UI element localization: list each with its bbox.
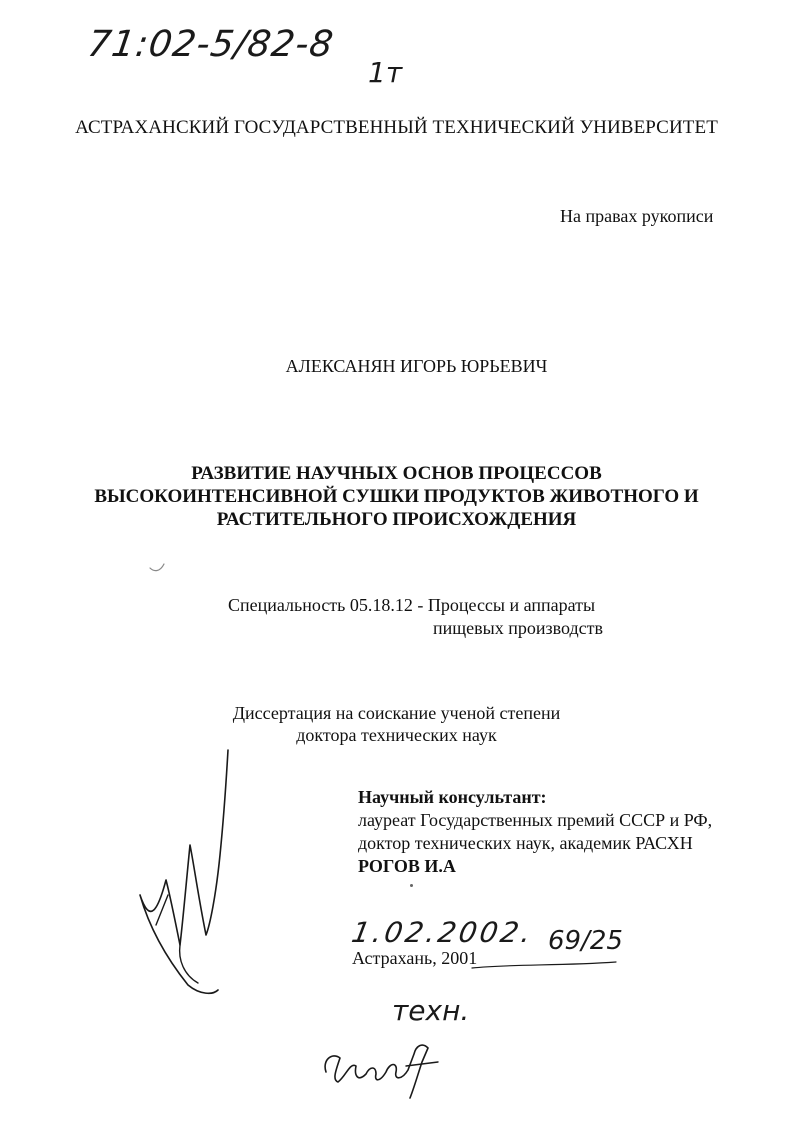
handwritten-number: 69/25 <box>548 926 623 956</box>
handwritten-note: техн. <box>392 994 470 1027</box>
scientific-consultant-block <box>358 786 712 878</box>
title-line-1: РАЗВИТИЕ НАУЧНЫХ ОСНОВ ПРОЦЕССОВ <box>191 463 602 484</box>
author-name: АЛЕКСАНЯН ИГОРЬ ЮРЬЕВИЧ <box>285 356 548 376</box>
consultant-awards: лауреат Государственных премий СССР и РФ, <box>358 810 713 830</box>
university-name: АСТРАХАНСКИЙ ГОСУДАРСТВЕННЫЙ ТЕХНИЧЕСКИЙ УНИВЕРСИТЕТ <box>75 117 718 138</box>
author-signature <box>128 745 238 1005</box>
handwritten-copy-mark: 1т <box>368 56 403 89</box>
dissertation-title <box>0 462 793 531</box>
consultant-label: Научный консультант: <box>358 787 547 807</box>
consultant-name: РОГОВ И.А <box>358 856 456 876</box>
city-and-year: Астрахань, 2001 <box>352 948 478 968</box>
consultant-degree: доктор технических наук, академик РАСХН <box>358 833 693 853</box>
scan-dot <box>410 884 413 887</box>
degree-line-1: Диссертация на соискание ученой степени <box>232 703 561 723</box>
specialty-line-2: пищевых производств <box>433 618 603 638</box>
handwritten-date: 1.02.2002. <box>349 916 537 949</box>
handwritten-shelf-code: 71:02-5/82-8 <box>85 24 337 65</box>
date-underline-stroke <box>470 956 620 976</box>
specialty-block <box>228 594 603 640</box>
bottom-signature <box>318 1032 448 1102</box>
specialty-line-1: Специальность 05.18.12 - Процессы и аппараты <box>228 595 596 615</box>
degree-line-2: доктора технических наук <box>296 725 497 745</box>
scan-speck <box>148 560 168 574</box>
manuscript-rights-note: На правах рукописи <box>560 206 714 226</box>
title-line-3: РАСТИТЕЛЬНОГО ПРОИСХОЖДЕНИЯ <box>216 509 577 530</box>
degree-statement <box>0 702 793 746</box>
title-line-2: ВЫСОКОИНТЕНСИВНОЙ СУШКИ ПРОДУКТОВ ЖИВОТНОГО И <box>94 486 699 507</box>
